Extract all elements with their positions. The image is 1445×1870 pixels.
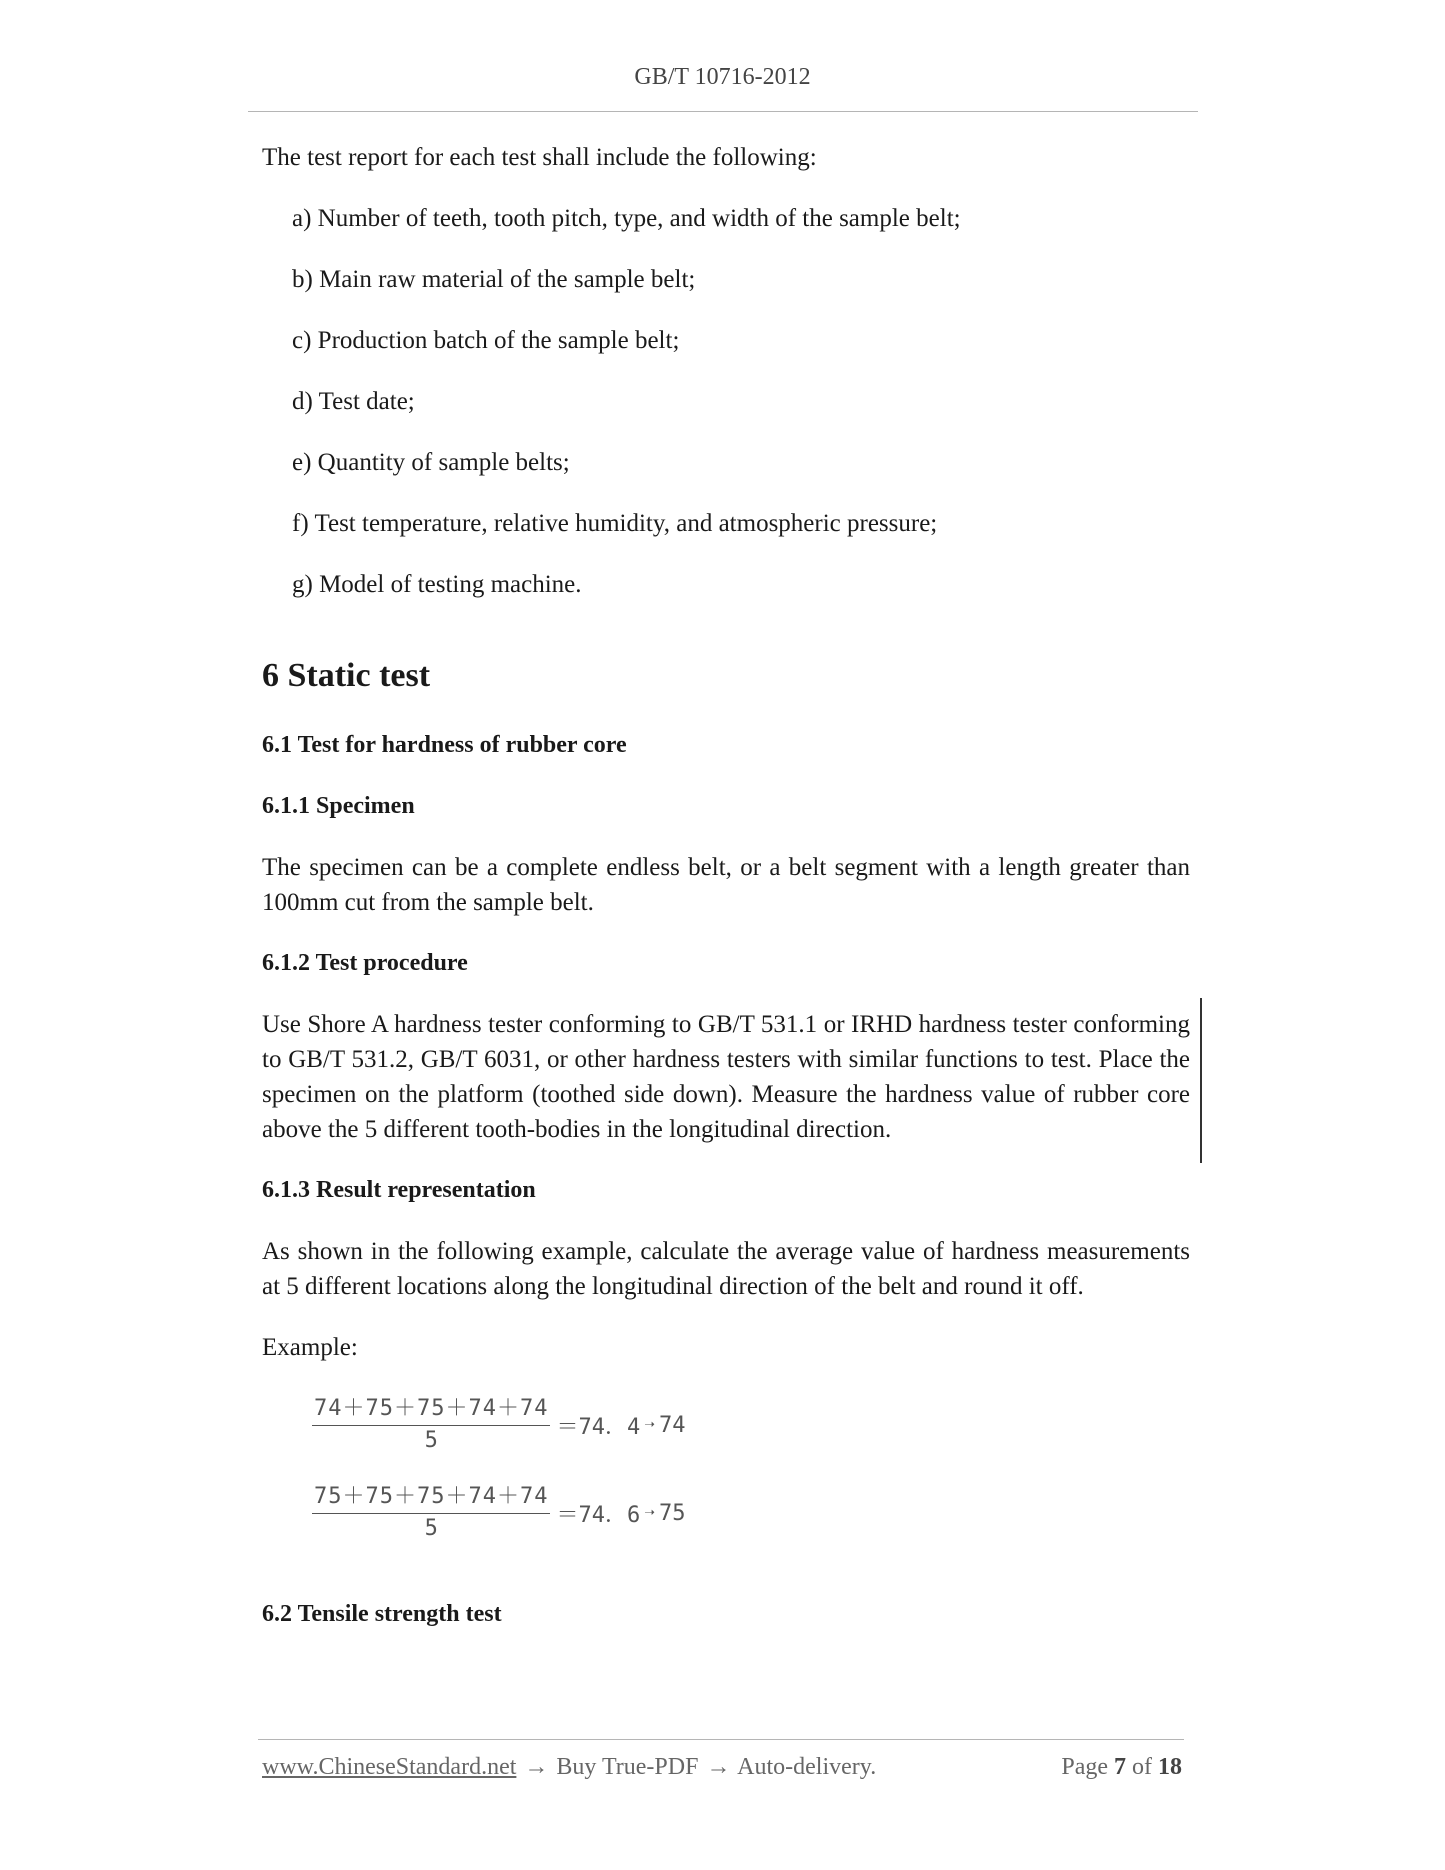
section-6-1-1-text: The specimen can be a complete endless belt, or a belt segment with a length greater than 100mm cut from the sample belt.	[262, 854, 1190, 916]
page-current: 7	[1114, 1754, 1126, 1780]
list-item: g) Model of testing machine.	[292, 571, 582, 598]
page-header-title: GB/T 10716-2012	[634, 64, 811, 90]
list-item: d) Test date;	[292, 388, 415, 415]
formula-2-denominator: 5	[424, 1516, 438, 1541]
revision-change-bar	[1200, 998, 1202, 1163]
section-6-1-2-text: Use Shore A hardness tester conforming to GB/T 531.1 or IRHD hardness tester conforming to GB/T 531.2, GB/T 6031, or other hardness testers with similar functions to test. Place the specimen on the platform (toothed side down). Measure the hardness value of rubber core above the 5 different tooth-bodies in the longitudinal direction.	[262, 1011, 1190, 1143]
formula-2-rounded: 75	[659, 1500, 686, 1526]
example-formulas	[312, 1391, 1190, 1547]
footer-divider	[258, 1739, 1184, 1740]
section-6-1-heading: 6.1 Test for hardness of rubber core	[262, 732, 627, 758]
formula-1-equals: ＝74．4	[556, 1414, 641, 1440]
formula-2	[312, 1479, 1190, 1547]
formula-1-result	[556, 1410, 685, 1441]
example-label: Example:	[262, 1334, 358, 1361]
report-items-list	[262, 201, 1190, 602]
buy-pdf-text: Buy True-PDF	[556, 1754, 699, 1780]
list-item: e) Quantity of sample belts;	[292, 449, 570, 476]
formula-2-fraction	[312, 1482, 550, 1544]
section-6-heading: 6 Static test	[262, 657, 431, 694]
list-item: b) Main raw material of the sample belt;	[292, 266, 696, 293]
page-footer	[262, 1754, 1182, 1781]
list-item: f) Test temperature, relative humidity, and atmospheric pressure;	[292, 510, 938, 537]
auto-delivery-text: Auto-delivery.	[737, 1754, 877, 1780]
page-label: Page	[1061, 1754, 1108, 1780]
page-indicator	[1061, 1754, 1182, 1781]
arrow-right-icon: →	[706, 1754, 731, 1780]
site-link[interactable]: www.ChineseStandard.net	[262, 1754, 517, 1780]
report-intro: The test report for each test shall include the following:	[262, 144, 817, 171]
section-6-1-3-heading: 6.1.3 Result representation	[262, 1177, 536, 1203]
document-body	[262, 140, 1190, 1658]
formula-1-rounded: 74	[659, 1412, 686, 1438]
formula-2-numerator: 75＋75＋75＋74＋74	[312, 1482, 550, 1514]
formula-2-result	[556, 1498, 685, 1529]
arrow-right-icon: ➝	[644, 1414, 656, 1436]
formula-1-fraction	[312, 1394, 550, 1456]
arrow-right-icon: ➝	[644, 1502, 656, 1524]
page-total: 18	[1158, 1754, 1182, 1780]
formula-1-numerator: 74＋75＋75＋74＋74	[312, 1394, 550, 1426]
section-6-2-heading: 6.2 Tensile strength test	[262, 1601, 502, 1627]
list-item: a) Number of teeth, tooth pitch, type, and width of the sample belt;	[292, 205, 961, 232]
section-6-1-1-heading: 6.1.1 Specimen	[262, 793, 415, 819]
section-6-1-2-heading: 6.1.2 Test procedure	[262, 950, 468, 976]
of-label: of	[1132, 1754, 1152, 1780]
formula-2-equals: ＝74．6	[556, 1502, 641, 1528]
formula-1	[312, 1391, 1190, 1459]
footer-left	[262, 1754, 876, 1781]
arrow-right-icon: →	[524, 1754, 549, 1780]
list-item: c) Production batch of the sample belt;	[292, 327, 680, 354]
formula-1-denominator: 5	[424, 1428, 438, 1453]
header-divider	[248, 111, 1198, 112]
section-6-1-3-text: As shown in the following example, calculate the average value of hardness measurements at 5 different locations along the longitudinal direction of the belt and round it off.	[262, 1238, 1190, 1300]
